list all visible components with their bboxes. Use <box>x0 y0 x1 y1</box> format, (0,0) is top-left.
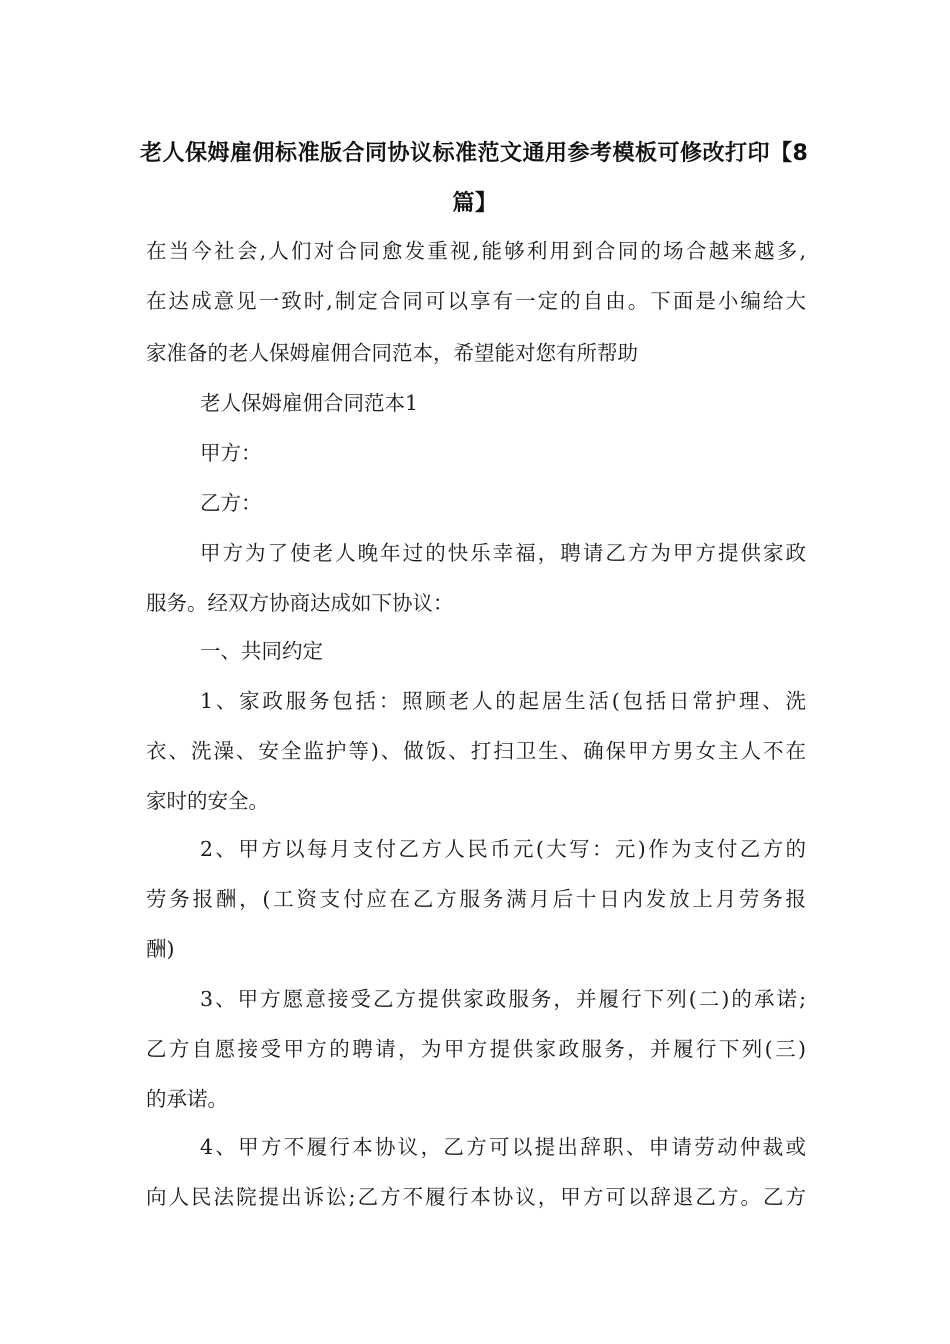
clause-4-line-2: 向人民法院提出诉讼;乙方不履行本协议，甲方可以辞退乙方。乙方 <box>146 1185 806 1209</box>
preamble-line-2: 服务。经双方协商达成如下协议： <box>146 591 454 615</box>
clause-1-line-1: 1、家政服务包括：照顾老人的起居生活(包括日常护理、洗 <box>200 689 806 713</box>
clause-1-line-2: 衣、洗澡、安全监护等)、做饭、打扫卫生、确保甲方男女主人不在 <box>146 739 806 763</box>
clause-2-line-3: 酬) <box>146 937 175 961</box>
clause-2-line-2: 劳务报酬，(工资支付应在乙方服务满月后十日内发放上月劳务报 <box>146 887 806 911</box>
clause-1-line-3: 家时的安全。 <box>146 789 269 813</box>
clause-3-line-1: 3、甲方愿意接受乙方提供家政服务，并履行下列(二)的承诺; <box>200 987 806 1011</box>
section-heading-1: 一、共同约定 <box>200 639 323 663</box>
contract-heading: 老人保姆雇佣合同范本1 <box>200 391 419 415</box>
intro-line-3: 家准备的老人保姆雇佣合同范本，希望能对您有所帮助 <box>146 341 638 365</box>
clause-4-line-1: 4、甲方不履行本协议，乙方可以提出辞职、申请劳动仲裁或 <box>200 1135 806 1159</box>
intro-line-1: 在当今社会,人们对合同愈发重视,能够利用到合同的场合越来越多, <box>146 239 806 263</box>
document-title-line-1: 老人保姆雇佣标准版合同协议标准范文通用参考模板可修改打印【8 <box>140 141 809 166</box>
clause-3-line-3: 的承诺。 <box>146 1087 228 1111</box>
preamble-line-1: 甲方为了使老人晚年过的快乐幸福，聘请乙方为甲方提供家政 <box>200 541 806 565</box>
party-a-label: 甲方： <box>200 441 262 465</box>
document-title-line-2: 篇】 <box>452 191 498 216</box>
party-b-label: 乙方： <box>200 491 262 515</box>
intro-line-2: 在达成意见一致时,制定合同可以享有一定的自由。下面是小编给大 <box>146 289 806 313</box>
clause-2-line-1: 2、甲方以每月支付乙方人民币元(大写：元)作为支付乙方的 <box>200 837 806 861</box>
clause-3-line-2: 乙方自愿接受甲方的聘请，为甲方提供家政服务，并履行下列(三) <box>146 1037 806 1061</box>
